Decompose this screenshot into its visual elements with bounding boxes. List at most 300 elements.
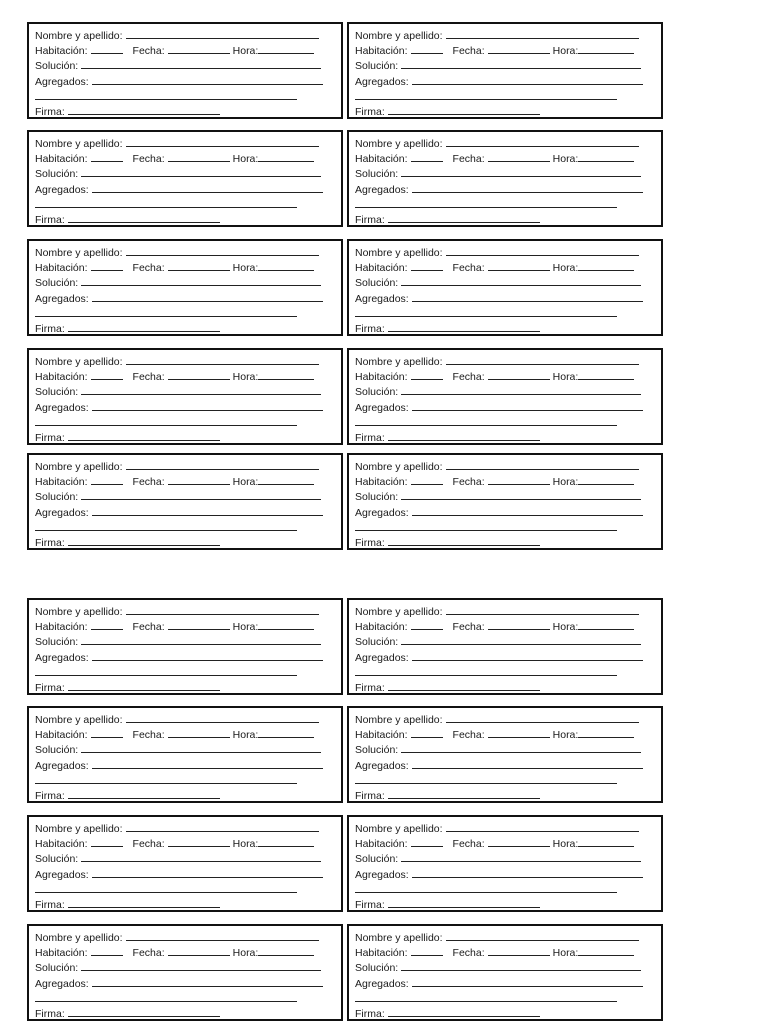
habitacion-label: Habitación: [35,45,88,57]
firma-row [35,898,220,911]
fecha-field[interactable] [488,475,550,485]
solucion-field[interactable] [81,276,321,286]
nombre-label: Nombre y apellido: [355,606,443,618]
habitacion-label: Habitación: [355,838,408,850]
hora-field[interactable] [258,475,314,485]
solucion-field[interactable] [81,852,321,862]
hora-field[interactable] [578,44,634,54]
solucion-label: Solución: [355,168,399,180]
hora-field[interactable] [578,728,634,738]
nombre-field[interactable] [446,822,639,832]
nombre-field[interactable] [126,931,319,941]
habitacion-label: Habitación: [355,476,408,488]
habitacion-label: Habitación: [355,45,408,57]
firma-field[interactable] [68,789,220,799]
agregados-continuation-row [35,307,297,320]
nombre-field[interactable] [126,29,319,39]
hora-field[interactable] [258,728,314,738]
patient-label-card [27,239,343,336]
solucion-field[interactable] [81,743,321,753]
firma-label: Firma: [35,537,65,549]
habitacion-row [355,728,634,741]
agregados-field[interactable] [412,183,643,193]
firma-row [355,213,540,226]
patient-label-card [347,239,663,336]
hora-field[interactable] [258,261,314,271]
habitacion-label: Habitación: [355,947,408,959]
nombre-field[interactable] [126,822,319,832]
hora-label: Hora: [552,838,579,850]
agregados-row [35,292,323,305]
hora-label: Hora: [232,153,259,165]
agregados-continuation-field[interactable] [355,666,617,676]
solucion-label: Solución: [35,277,79,289]
nombre-label: Nombre y apellido: [355,356,443,368]
fecha-label: Fecha: [452,947,485,959]
hora-label: Hora: [552,153,579,165]
nombre-field[interactable] [446,931,639,941]
habitacion-row [355,261,634,274]
firma-label: Firma: [35,899,65,911]
nombre-label: Nombre y apellido: [355,461,443,473]
firma-field[interactable] [68,431,220,441]
agregados-continuation-field[interactable] [35,416,297,426]
firma-field[interactable] [388,536,540,546]
habitacion-field[interactable] [91,475,123,485]
nombre-field[interactable] [126,246,319,256]
solucion-label: Solución: [355,386,399,398]
agregados-label: Agregados: [35,507,89,519]
fecha-field[interactable] [168,44,230,54]
fecha-field[interactable] [488,946,550,956]
agregados-field[interactable] [92,759,323,769]
habitacion-field[interactable] [411,44,443,54]
agregados-field[interactable] [412,292,643,302]
agregados-continuation-row [35,883,297,896]
solucion-field[interactable] [401,635,641,645]
solucion-row [35,167,321,180]
nombre-field[interactable] [126,137,319,147]
solucion-field[interactable] [81,59,321,69]
nombre-label: Nombre y apellido: [35,932,123,944]
agregados-continuation-field[interactable] [35,521,297,531]
agregados-continuation-row [355,90,617,103]
fecha-field[interactable] [488,370,550,380]
firma-label: Firma: [355,1008,385,1020]
fecha-field[interactable] [488,152,550,162]
agregados-label: Agregados: [355,76,409,88]
habitacion-row [355,837,634,850]
fecha-label: Fecha: [132,838,165,850]
hora-label: Hora: [232,729,259,741]
patient-label-card [347,453,663,550]
nombre-row [355,605,639,618]
patient-label-card [27,130,343,227]
solucion-label: Solución: [355,636,399,648]
firma-row [35,431,220,444]
hora-field[interactable] [258,620,314,630]
fecha-field[interactable] [168,475,230,485]
solucion-row [355,167,641,180]
firma-row [355,1007,540,1020]
fecha-label: Fecha: [452,153,485,165]
agregados-continuation-field[interactable] [355,883,617,893]
hora-label: Hora: [552,947,579,959]
hora-label: Hora: [552,262,579,274]
agregados-continuation-field[interactable] [355,198,617,208]
agregados-continuation-row [355,992,617,1005]
solucion-row [35,852,321,865]
firma-row [355,536,540,549]
agregados-continuation-field[interactable] [355,416,617,426]
firma-label: Firma: [35,1008,65,1020]
fecha-field[interactable] [488,728,550,738]
firma-field[interactable] [388,1007,540,1017]
firma-row [35,681,220,694]
agregados-label: Agregados: [355,652,409,664]
firma-field[interactable] [68,681,220,691]
solucion-field[interactable] [401,743,641,753]
solucion-row [35,59,321,72]
habitacion-label: Habitación: [355,371,408,383]
solucion-field[interactable] [81,385,321,395]
solucion-label: Solución: [35,962,79,974]
agregados-continuation-field[interactable] [35,774,297,784]
nombre-field[interactable] [126,713,319,723]
habitacion-field[interactable] [411,152,443,162]
solucion-row [35,276,321,289]
firma-field[interactable] [388,213,540,223]
habitacion-row [35,152,314,165]
solucion-label: Solución: [355,60,399,72]
solucion-field[interactable] [401,385,641,395]
patient-label-card [347,22,663,119]
firma-label: Firma: [355,537,385,549]
nombre-field[interactable] [446,355,639,365]
habitacion-field[interactable] [411,946,443,956]
agregados-row [355,75,643,88]
nombre-field[interactable] [446,605,639,615]
patient-label-card [27,706,343,803]
hora-field[interactable] [578,475,634,485]
fecha-field[interactable] [168,837,230,847]
nombre-field[interactable] [446,460,639,470]
agregados-continuation-row [35,90,297,103]
fecha-field[interactable] [488,620,550,630]
nombre-field[interactable] [126,460,319,470]
agregados-continuation-row [355,666,617,679]
hora-field[interactable] [258,837,314,847]
patient-label-card [347,348,663,445]
agregados-label: Agregados: [355,402,409,414]
hora-field[interactable] [578,370,634,380]
agregados-field[interactable] [92,292,323,302]
solucion-field[interactable] [401,961,641,971]
firma-field[interactable] [388,681,540,691]
nombre-row [35,822,319,835]
fecha-label: Fecha: [452,371,485,383]
agregados-label: Agregados: [355,293,409,305]
solucion-field[interactable] [81,490,321,500]
agregados-continuation-row [355,774,617,787]
agregados-field[interactable] [412,868,643,878]
fecha-field[interactable] [168,728,230,738]
fecha-label: Fecha: [132,476,165,488]
habitacion-field[interactable] [91,261,123,271]
habitacion-row [35,946,314,959]
firma-label: Firma: [355,682,385,694]
fecha-label: Fecha: [452,476,485,488]
habitacion-field[interactable] [91,152,123,162]
agregados-label: Agregados: [35,293,89,305]
fecha-field[interactable] [488,837,550,847]
habitacion-row [35,44,314,57]
nombre-field[interactable] [446,713,639,723]
agregados-field[interactable] [92,506,323,516]
fecha-field[interactable] [168,261,230,271]
agregados-continuation-field[interactable] [355,90,617,100]
nombre-row [355,713,639,726]
fecha-label: Fecha: [132,621,165,633]
nombre-field[interactable] [446,246,639,256]
agregados-continuation-field[interactable] [35,198,297,208]
solucion-row [35,961,321,974]
habitacion-label: Habitación: [355,729,408,741]
agregados-row [355,183,643,196]
habitacion-field[interactable] [411,728,443,738]
firma-field[interactable] [68,1007,220,1017]
agregados-field[interactable] [412,759,643,769]
agregados-row [355,506,643,519]
fecha-field[interactable] [168,620,230,630]
habitacion-label: Habitación: [35,371,88,383]
agregados-continuation-field[interactable] [355,992,617,1002]
fecha-label: Fecha: [452,45,485,57]
agregados-row [35,977,323,990]
habitacion-row [355,946,634,959]
patient-label-card [27,924,343,1021]
agregados-continuation-field[interactable] [35,90,297,100]
nombre-field[interactable] [126,605,319,615]
agregados-continuation-row [355,307,617,320]
firma-field[interactable] [388,431,540,441]
solucion-field[interactable] [401,59,641,69]
habitacion-field[interactable] [91,837,123,847]
habitacion-field[interactable] [91,728,123,738]
firma-label: Firma: [355,214,385,226]
firma-field[interactable] [68,536,220,546]
solucion-field[interactable] [81,961,321,971]
solucion-label: Solución: [35,386,79,398]
fecha-label: Fecha: [132,153,165,165]
agregados-field[interactable] [412,977,643,987]
hora-field[interactable] [258,44,314,54]
solucion-field[interactable] [401,490,641,500]
agregados-field[interactable] [412,506,643,516]
habitacion-field[interactable] [411,620,443,630]
hora-field[interactable] [578,620,634,630]
fecha-field[interactable] [168,370,230,380]
nombre-row [35,29,319,42]
agregados-field[interactable] [92,401,323,411]
firma-field[interactable] [68,105,220,115]
agregados-label: Agregados: [355,507,409,519]
agregados-field[interactable] [92,75,323,85]
hora-field[interactable] [258,370,314,380]
hora-field[interactable] [258,946,314,956]
agregados-field[interactable] [92,868,323,878]
habitacion-row [355,620,634,633]
nombre-row [35,931,319,944]
solucion-label: Solución: [35,744,79,756]
patient-label-card [347,130,663,227]
solucion-row [355,276,641,289]
agregados-continuation-field[interactable] [35,883,297,893]
firma-row [35,1007,220,1020]
nombre-row [355,460,639,473]
agregados-row [35,75,323,88]
fecha-field[interactable] [168,946,230,956]
hora-label: Hora: [552,729,579,741]
habitacion-field[interactable] [91,370,123,380]
habitacion-row [35,837,314,850]
solucion-label: Solución: [35,168,79,180]
solucion-label: Solución: [35,60,79,72]
hora-field[interactable] [578,837,634,847]
agregados-continuation-row [355,416,617,429]
agregados-row [35,651,323,664]
habitacion-row [355,152,634,165]
solucion-field[interactable] [401,852,641,862]
agregados-continuation-field[interactable] [35,307,297,317]
agregados-field[interactable] [412,401,643,411]
nombre-row [35,605,319,618]
firma-label: Firma: [35,682,65,694]
firma-field[interactable] [388,105,540,115]
patient-label-card [27,815,343,912]
hora-field[interactable] [258,152,314,162]
habitacion-row [355,44,634,57]
agregados-field[interactable] [412,651,643,661]
hora-field[interactable] [578,261,634,271]
hora-label: Hora: [232,621,259,633]
firma-label: Firma: [35,432,65,444]
nombre-label: Nombre y apellido: [355,30,443,42]
habitacion-field[interactable] [91,44,123,54]
fecha-label: Fecha: [132,947,165,959]
fecha-field[interactable] [168,152,230,162]
solucion-row [355,852,641,865]
habitacion-field[interactable] [411,837,443,847]
agregados-continuation-field[interactable] [355,774,617,784]
fecha-label: Fecha: [132,45,165,57]
habitacion-row [35,370,314,383]
agregados-row [355,651,643,664]
agregados-label: Agregados: [35,978,89,990]
agregados-continuation-field[interactable] [35,666,297,676]
solucion-field[interactable] [401,167,641,177]
nombre-row [355,822,639,835]
habitacion-label: Habitación: [35,621,88,633]
habitacion-row [355,370,634,383]
agregados-label: Agregados: [35,652,89,664]
firma-row [355,431,540,444]
nombre-row [355,29,639,42]
agregados-continuation-field[interactable] [355,521,617,531]
hora-label: Hora: [232,838,259,850]
fecha-field[interactable] [488,261,550,271]
habitacion-label: Habitación: [35,947,88,959]
habitacion-field[interactable] [91,620,123,630]
nombre-label: Nombre y apellido: [35,823,123,835]
agregados-field[interactable] [92,651,323,661]
hora-field[interactable] [578,946,634,956]
agregados-field[interactable] [412,75,643,85]
solucion-label: Solución: [355,853,399,865]
hora-field[interactable] [578,152,634,162]
firma-field[interactable] [388,898,540,908]
solucion-row [355,961,641,974]
solucion-field[interactable] [81,167,321,177]
nombre-label: Nombre y apellido: [355,138,443,150]
agregados-field[interactable] [92,183,323,193]
habitacion-field[interactable] [411,370,443,380]
firma-field[interactable] [388,322,540,332]
habitacion-label: Habitación: [35,476,88,488]
firma-field[interactable] [68,322,220,332]
agregados-field[interactable] [92,977,323,987]
habitacion-row [355,475,634,488]
patient-label-card [27,598,343,695]
nombre-label: Nombre y apellido: [355,823,443,835]
habitacion-field[interactable] [411,475,443,485]
agregados-row [355,977,643,990]
agregados-row [355,759,643,772]
patient-label-card [27,348,343,445]
nombre-label: Nombre y apellido: [35,138,123,150]
firma-field[interactable] [68,213,220,223]
agregados-label: Agregados: [355,184,409,196]
nombre-field[interactable] [446,137,639,147]
habitacion-field[interactable] [411,261,443,271]
agregados-row [35,506,323,519]
firma-field[interactable] [68,898,220,908]
firma-row [355,105,540,118]
agregados-continuation-field[interactable] [355,307,617,317]
solucion-field[interactable] [81,635,321,645]
nombre-field[interactable] [446,29,639,39]
firma-label: Firma: [355,106,385,118]
nombre-field[interactable] [126,355,319,365]
solucion-row [35,385,321,398]
agregados-continuation-row [35,198,297,211]
agregados-continuation-row [35,774,297,787]
agregados-row [35,868,323,881]
nombre-label: Nombre y apellido: [35,461,123,473]
patient-label-card [347,815,663,912]
firma-row [35,213,220,226]
firma-label: Firma: [35,106,65,118]
firma-row [35,789,220,802]
firma-field[interactable] [388,789,540,799]
solucion-field[interactable] [401,276,641,286]
nombre-row [35,137,319,150]
nombre-row [355,355,639,368]
fecha-field[interactable] [488,44,550,54]
agregados-continuation-field[interactable] [35,992,297,1002]
habitacion-field[interactable] [91,946,123,956]
agregados-row [35,759,323,772]
